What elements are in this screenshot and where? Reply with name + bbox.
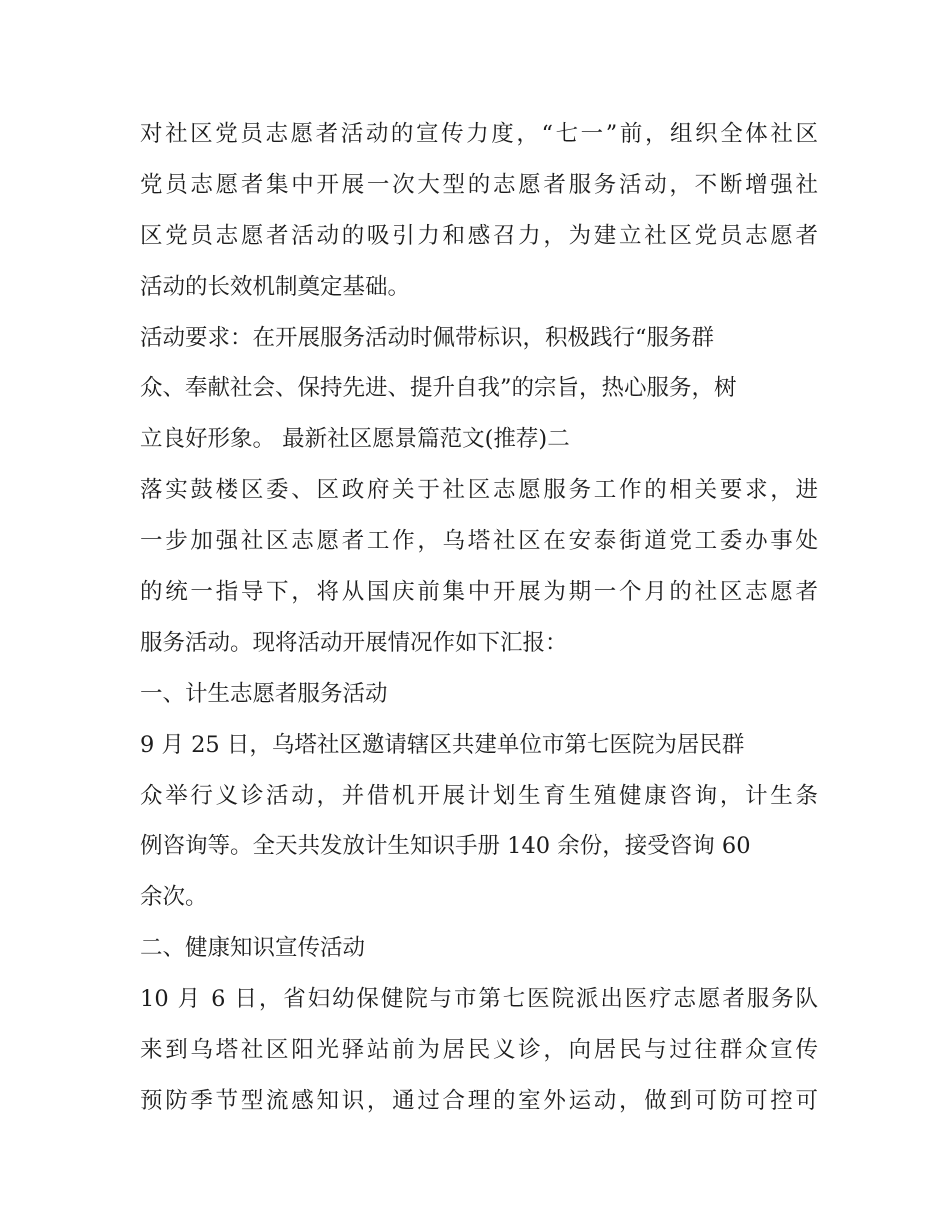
text-line-3: 区党员志愿者活动的吸引力和感召力，为建立社区党员志愿者	[140, 222, 818, 249]
text-line-1: 对社区党员志愿者活动的宣传力度，“七一”前，组织全体社区	[140, 121, 818, 147]
text-line-20: 预防季节型流感知识，通过合理的室外运动，做到可防可控可	[140, 1087, 818, 1114]
text-line-4: 活动的长效机制奠定基础。	[140, 273, 411, 300]
text-line-10: 的统一指导下，将从国庆前集中开展为期一个月的社区志愿者	[140, 579, 818, 606]
section-heading-1: 一、计生志愿者服务活动	[140, 680, 388, 707]
document-body	[140, 109, 818, 1127]
text-line-15: 例咨询等。全天共发放计生知识手册 140 余份，接受咨询 60	[140, 833, 751, 860]
text-line-11: 服务活动。现将活动开展情况作如下汇报：	[140, 629, 568, 656]
text-line-16: 余次。	[140, 884, 208, 911]
text-line-7: 立良好形象。 最新社区愿景篇范文(推荐)二	[140, 426, 570, 453]
text-line-19: 来到乌塔社区阳光驿站前为居民义诊，向居民与过往群众宣传	[140, 1037, 818, 1064]
text-line-9: 一步加强社区志愿者工作，乌塔社区在安泰街道党工委办事处	[140, 528, 818, 555]
text-line-6: 众、奉献社会、保持先进、提升自我”的宗旨，热心服务，树	[140, 375, 737, 402]
text-line-2: 党员志愿者集中开展一次大型的志愿者服务活动，不断增强社	[140, 171, 818, 198]
text-line-14: 众举行义诊活动，并借机开展计划生育生殖健康咨询，计生条	[140, 782, 818, 809]
section-heading-2: 二、健康知识宣传活动	[140, 935, 366, 962]
text-line-13: 9 月 25 日，乌塔社区邀请辖区共建单位市第七医院为居民群	[140, 731, 745, 758]
text-line-18: 10 月 6 日，省妇幼保健院与市第七医院派出医疗志愿者服务队	[140, 986, 818, 1013]
text-line-8: 落实鼓楼区委、区政府关于社区志愿服务工作的相关要求，进	[140, 477, 818, 504]
text-line-5: 活动要求：在开展服务活动时佩带标识，积极践行“服务群	[140, 324, 715, 351]
